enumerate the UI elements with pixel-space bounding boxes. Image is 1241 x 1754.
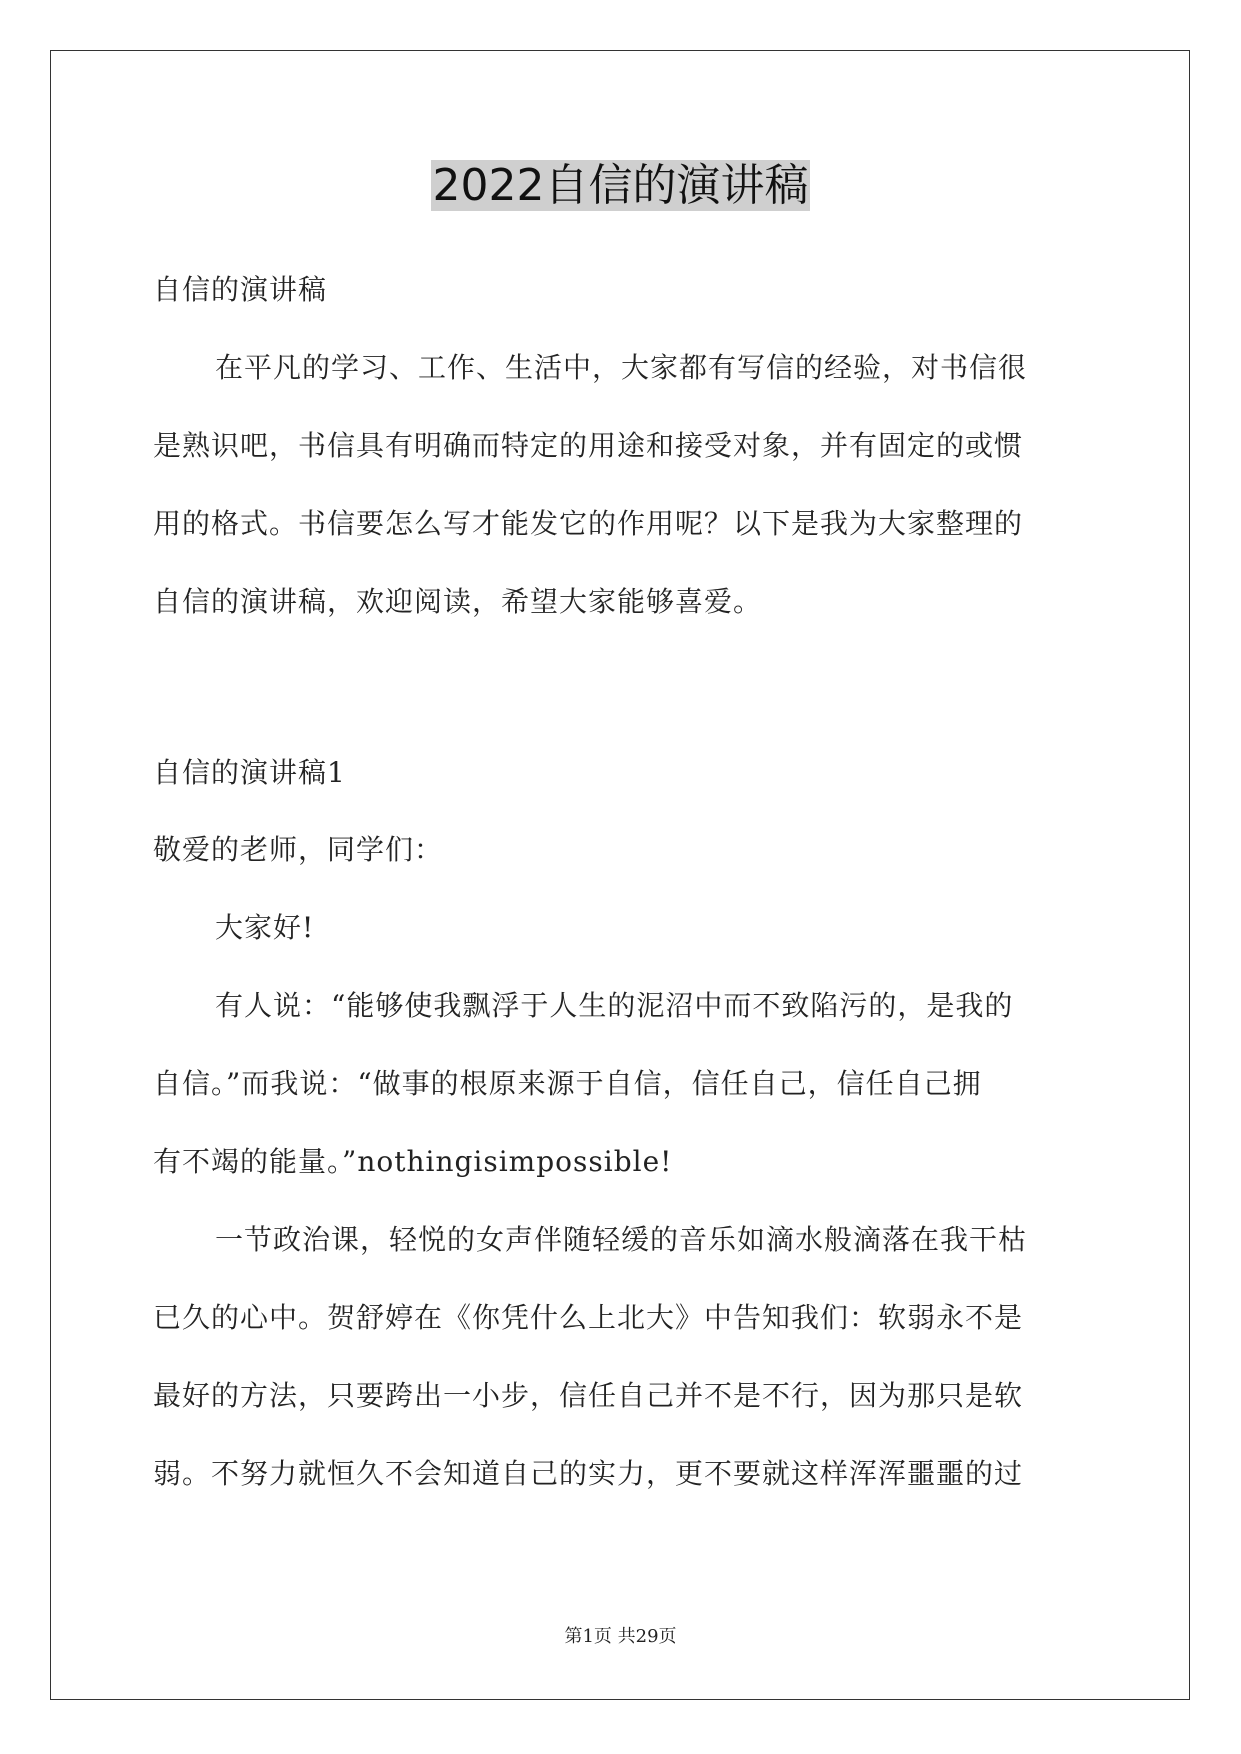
paragraph-line: 自信。”而我说：“做事的根原来源于自信，信任自己，信任自己拥 — [153, 1067, 982, 1100]
paragraph-line: 有不竭的能量。”nothingisimpossible! — [153, 1145, 673, 1178]
section-heading: 自信的演讲稿1 — [153, 756, 346, 789]
paragraph-line: 一节政治课，轻悦的女声伴随轻缓的音乐如滴水般滴落在我干枯 — [215, 1223, 1028, 1256]
document-title: 2022自信的演讲稿 — [432, 160, 809, 211]
page-number-footer: 第1页 共29页 — [564, 1626, 677, 1647]
paragraph-line: 已久的心中。贺舒婷在《你凭什么上北大》中告知我们：软弱永不是 — [153, 1301, 1024, 1334]
paragraph-line: 用的格式。书信要怎么写才能发它的作用呢？以下是我为大家整理的 — [153, 507, 1024, 540]
subtitle-line: 自信的演讲稿 — [153, 273, 328, 306]
paragraph-line: 有人说：“能够使我飘浮于人生的泥沼中而不致陷污的，是我的 — [215, 989, 1014, 1022]
greeting-line: 大家好! — [215, 911, 315, 944]
paragraph-line: 自信的演讲稿，欢迎阅读，希望大家能够喜爱。 — [153, 585, 763, 618]
paragraph-line: 在平凡的学习、工作、生活中，大家都有写信的经验，对书信很 — [215, 351, 1028, 384]
paragraph-line: 是熟识吧，书信具有明确而特定的用途和接受对象，并有固定的或惯 — [153, 429, 1024, 462]
paragraph-line: 最好的方法，只要跨出一小步，信任自己并不是不行，因为那只是软 — [153, 1379, 1024, 1412]
salutation-line: 敬爱的老师，同学们： — [153, 833, 444, 866]
paragraph-line: 弱。不努力就恒久不会知道自己的实力，更不要就这样浑浑噩噩的过 — [153, 1457, 1024, 1490]
